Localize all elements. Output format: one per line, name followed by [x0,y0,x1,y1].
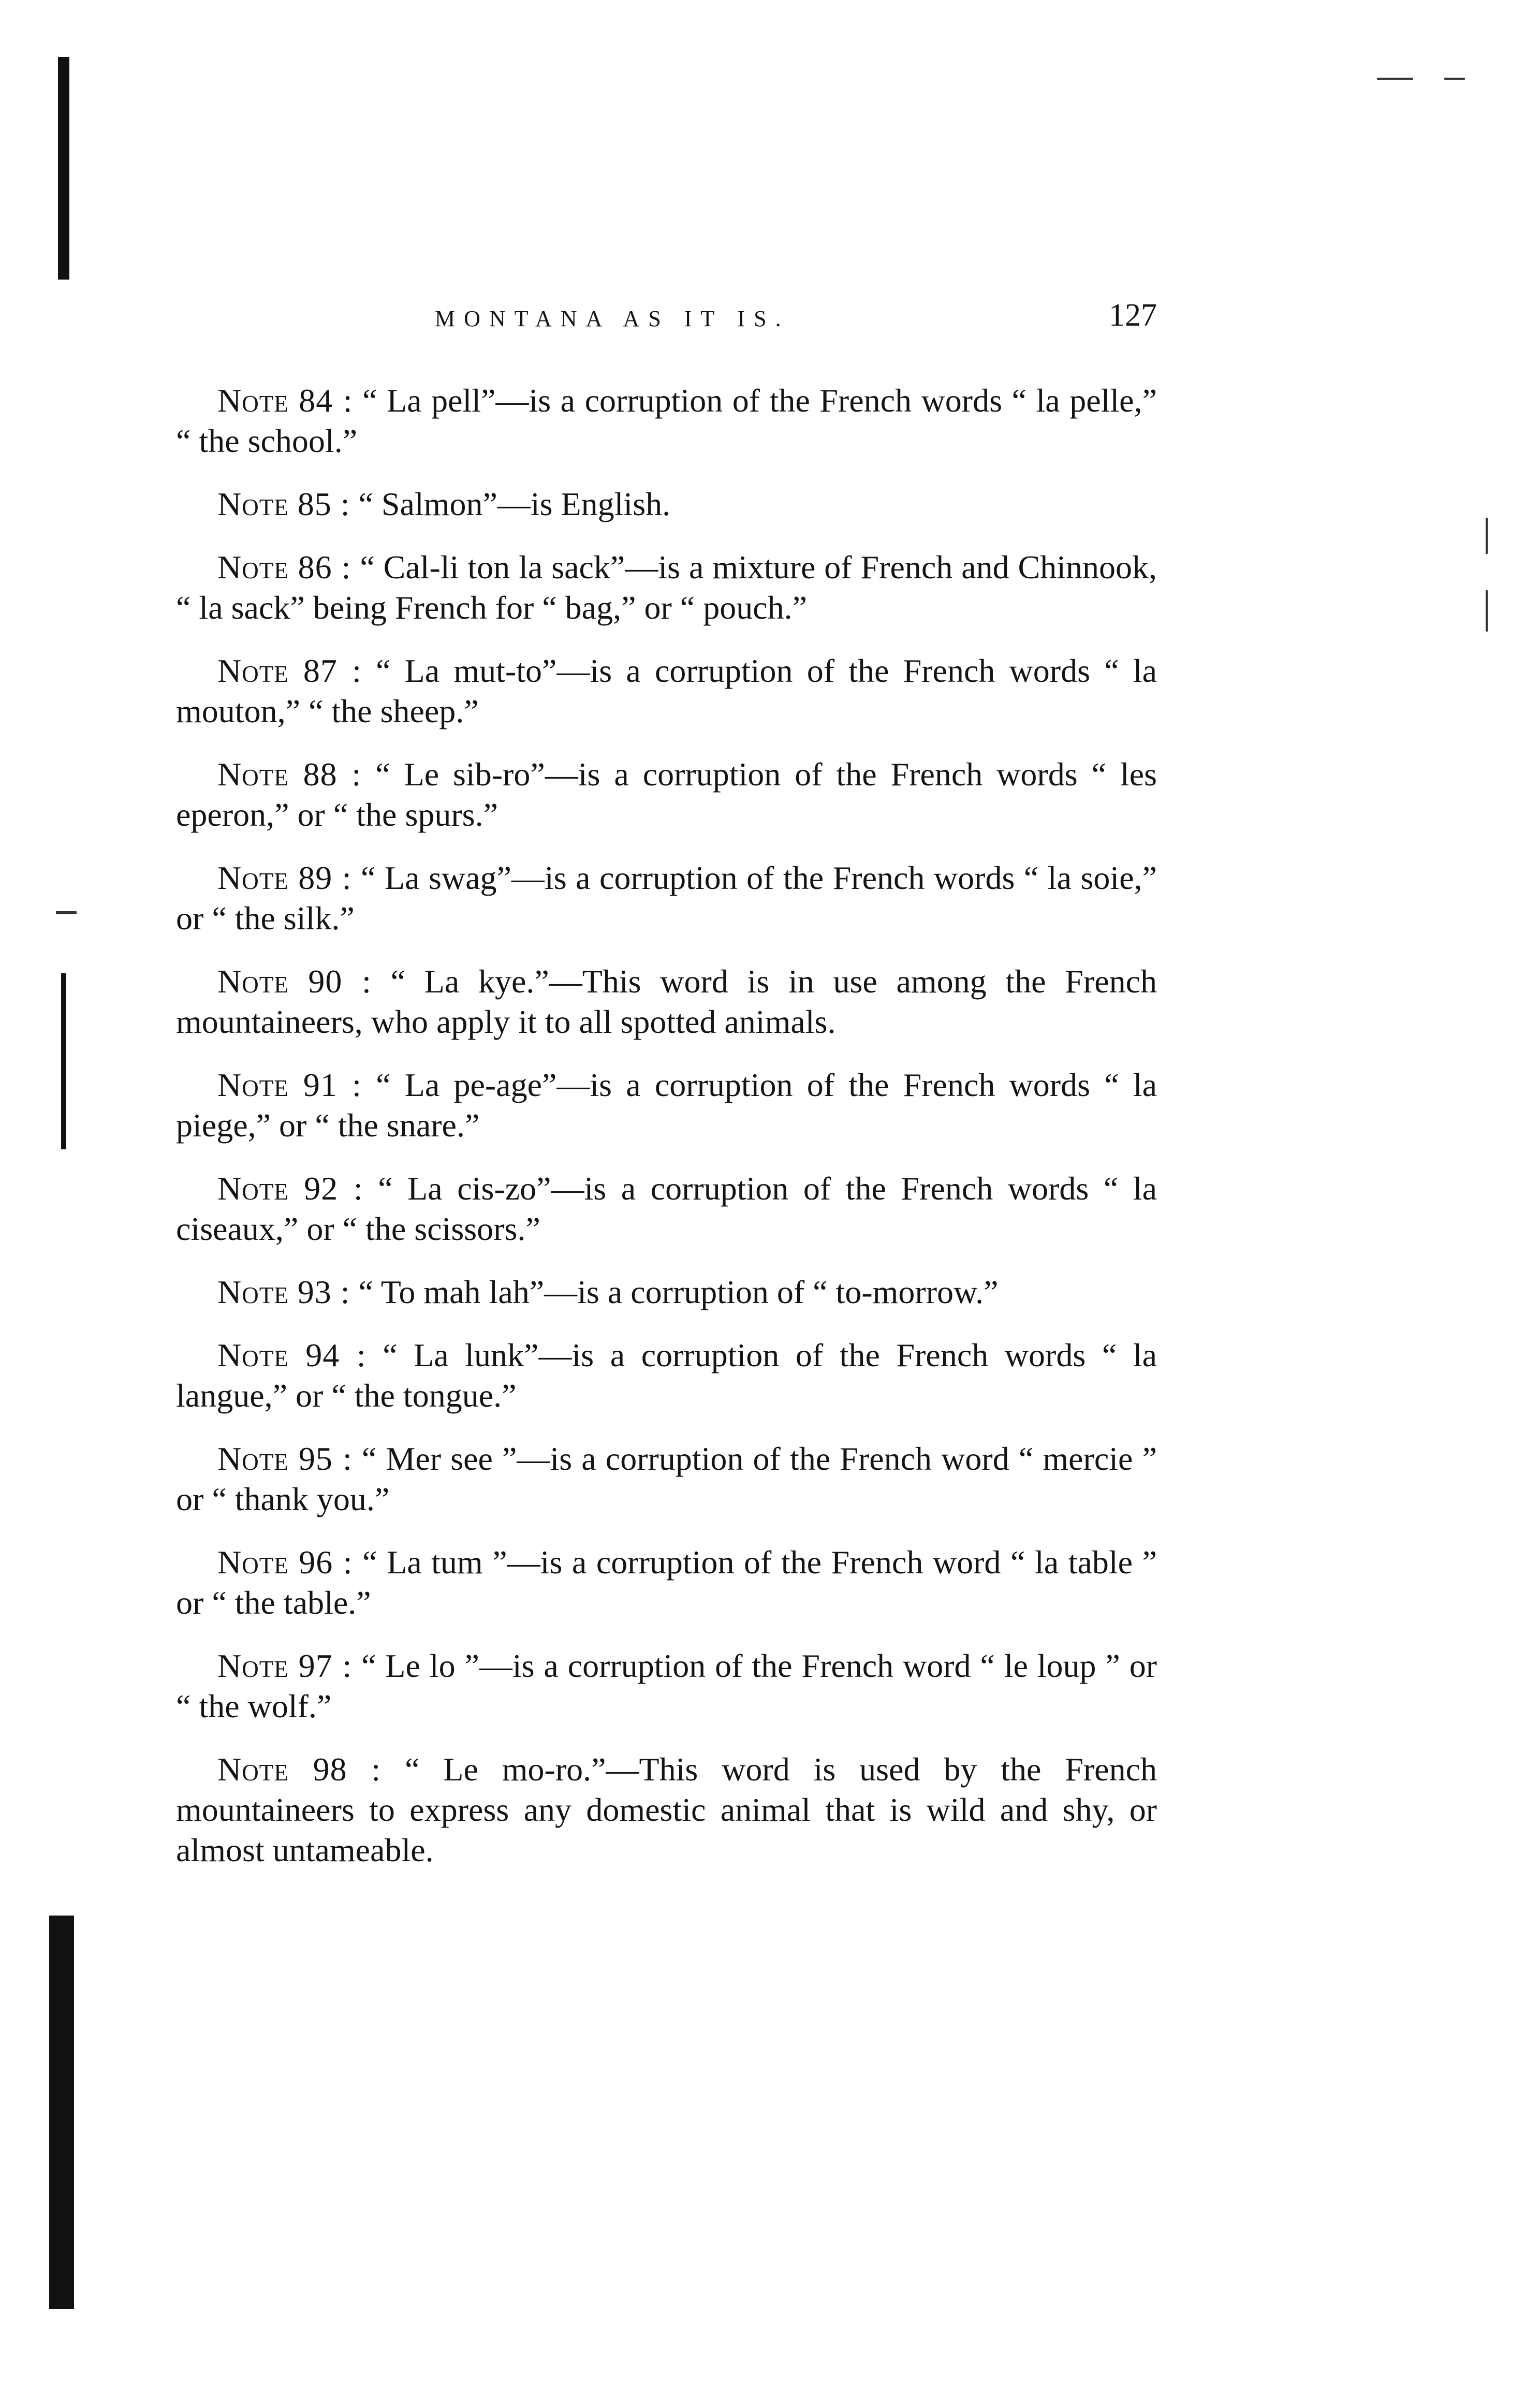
scan-speck [1377,78,1413,80]
note-88 [176,754,1157,835]
scan-speck [1486,590,1488,632]
note-label: Note 88 : [217,756,362,793]
note-84 [176,381,1157,461]
binding-shadow-bottom [49,1916,74,2309]
note-text: “ La mut-to”—is a corruption of the French words “ la mouton,” “ the sheep.” [176,652,1157,729]
note-91 [176,1065,1157,1146]
note-text: “ La cis-zo”—is a corruption of the French words “ la ciseaux,” or “ the scissors.” [176,1170,1157,1247]
note-text: “ La pell”—is a corruption of the French words “ la pelle,” “ the school.” [176,382,1157,459]
note-label: Note 85 : [217,486,350,522]
note-label: Note 86 : [217,549,351,586]
note-text: “ La kye.”—This word is in use among the French mountaineers, who apply it to all spotted animals. [176,963,1157,1040]
note-label: Note 89 : [217,859,352,896]
note-text: “ Salmon”—is English. [358,486,671,522]
note-text: “ La pe-age”—is a corruption of the French words “ la piege,” or “ the snare.” [176,1066,1157,1144]
note-94 [176,1335,1157,1416]
note-label: Note 96 : [217,1544,353,1581]
note-text: “ Le mo-ro.”—This word is used by the French mountaineers to express any domestic animal that is wild and shy, or almost untameable. [176,1751,1157,1868]
note-89 [176,858,1157,939]
note-label: Note 84 : [217,382,353,419]
note-text: “ Mer see ”—is a corruption of the French word “ mercie ” or “ thank you.” [176,1440,1157,1517]
scan-speck [1486,518,1488,554]
note-label: Note 93 : [217,1274,350,1310]
note-label: Note 92 : [217,1170,363,1207]
page-number: 127 [1109,298,1157,333]
note-93 [176,1272,1157,1312]
note-96 [176,1542,1157,1623]
note-95 [176,1439,1157,1519]
note-text: “ To mah lah”—is a corruption of “ to-morrow.” [358,1274,999,1310]
note-label: Note 90 : [217,963,372,1000]
note-86 [176,547,1157,628]
note-85 [176,484,1157,524]
binding-shadow-middle [61,973,66,1149]
note-97 [176,1646,1157,1727]
note-text: “ La tum ”—is a corruption of the French word “ la table ” or “ the table.” [176,1544,1157,1621]
note-label: Note 91 : [217,1066,362,1103]
binding-shadow-top [58,57,69,280]
page-header [176,300,1157,342]
note-87 [176,651,1157,732]
note-label: Note 95 : [217,1440,353,1477]
running-head: MONTANA AS IT IS. [435,306,790,331]
note-text: “ Le sib-ro”—is a corruption of the French words “ les eperon,” or “ the spurs.” [176,756,1157,833]
note-text: “ La lunk”—is a corruption of the French words “ la langue,” or “ the tongue.” [176,1337,1157,1414]
note-label: Note 97 : [217,1647,353,1684]
note-label: Note 98 : [217,1751,382,1788]
note-text: “ La swag”—is a corruption of the French words “ la soie,” or “ the silk.” [176,859,1157,937]
scan-speck [1444,78,1465,80]
note-92 [176,1168,1157,1249]
notes-list [176,381,1157,1893]
note-text: “ Cal-li ton la sack”—is a mixture of French and Chinnook, “ la sack” being French for “ bag,” or “ pouch.” [176,549,1157,626]
scan-speck [56,911,77,914]
note-label: Note 94 : [217,1337,366,1373]
note-98 [176,1749,1157,1870]
note-text: “ Le lo ”—is a corruption of the French word “ le loup ” or “ the wolf.” [176,1647,1157,1725]
note-90 [176,961,1157,1042]
note-label: Note 87 : [217,652,362,689]
